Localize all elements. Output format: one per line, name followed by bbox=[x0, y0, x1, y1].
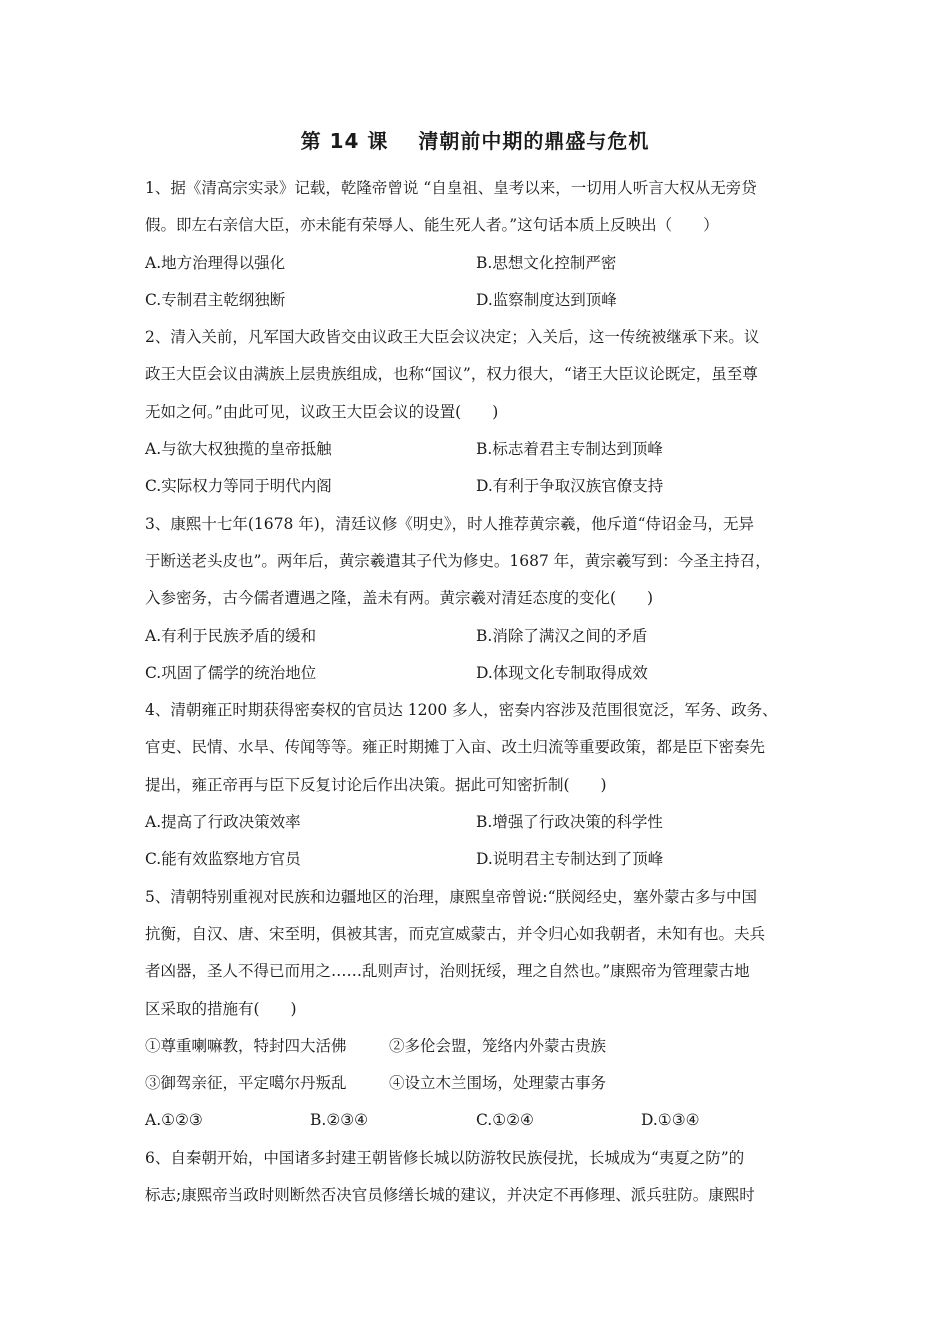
option-b: B.标志着君主专制达到顶峰 bbox=[476, 440, 663, 459]
option-d: D.监察制度达到顶峰 bbox=[476, 290, 617, 309]
option-c: C.专制君主乾纲独断 bbox=[145, 290, 286, 309]
option-a: A.①②③ bbox=[145, 1111, 203, 1130]
option-a: A.与欲大权独揽的皇帝抵触 bbox=[145, 440, 332, 459]
question-text-line: 官吏、民情、水旱、传闻等等。雍正时期摊丁入亩、改土归流等重要政策，都是臣下密奏先 bbox=[145, 738, 766, 757]
option-row bbox=[145, 841, 810, 878]
question-5 bbox=[145, 879, 810, 1140]
question-text-line: 4、清朝雍正时期获得密奏权的官员达 1200 多人，密奏内容涉及范围很宽泛，军务、政务、 bbox=[145, 701, 778, 720]
option-row bbox=[145, 804, 810, 841]
question-text-line: 政王大臣会议由满族上层贵族组成，也称“国议”，权力很大，“诸王大臣议论既定，虽至尊 bbox=[145, 365, 758, 384]
question-text-line: 假。即左右亲信大臣，亦未能有荣辱人、能生死人者。”这句话本质上反映出（ ） bbox=[145, 216, 719, 235]
option-c: C.实际权力等同于明代内阁 bbox=[145, 477, 332, 496]
question-text-line: 入参密务，古今儒者遭遇之隆，盖未有两。黄宗羲对清廷态度的变化( ) bbox=[145, 589, 654, 608]
statement-row bbox=[145, 1028, 810, 1065]
option-d: D.有利于争取汉族官僚支持 bbox=[476, 477, 664, 496]
question-1 bbox=[145, 170, 810, 319]
question-text-line: 2、清入关前，凡军国大政皆交由议政王大臣会议决定；入关后，这一传统被继承下来。议 bbox=[145, 328, 760, 347]
question-text-line: 于断送老头皮也”。两年后，黄宗羲遣其子代为修史。1687 年，黄宗羲写到：今圣主持召， bbox=[145, 551, 771, 570]
option-b: B.思想文化控制严密 bbox=[476, 253, 617, 272]
option-c: C.能有效监察地方官员 bbox=[145, 850, 301, 869]
page-title bbox=[0, 124, 950, 158]
option-d: D.说明君主专制达到了顶峰 bbox=[476, 850, 664, 869]
option-d: D.①③④ bbox=[641, 1111, 700, 1130]
question-text-line: 区采取的措施有( ) bbox=[145, 999, 297, 1018]
lesson-title: 清朝前中期的鼎盛与危机 bbox=[418, 129, 650, 153]
statement-4: ④设立木兰围场，处理蒙古事务 bbox=[389, 1074, 607, 1093]
question-text-line: 3、康熙十七年(1678 年)，清廷议修《明史》，时人推荐黄宗羲，他斥道“侍诏金马，无异 bbox=[145, 514, 755, 533]
option-row bbox=[145, 245, 810, 282]
question-text-line: 6、自秦朝开始，中国诸多封建王朝皆修长城以防游牧民族侵扰，长城成为“夷夏之防”的 bbox=[145, 1148, 745, 1167]
option-d: D.体现文化专制取得成效 bbox=[476, 663, 648, 682]
question-list bbox=[145, 170, 810, 1214]
question-text-line: 抗衡，自汉、唐、宋至明，俱被其害，而克宣威蒙古，并令归心如我朝者，未知有也。夫兵 bbox=[145, 924, 766, 943]
option-b: B.②③④ bbox=[310, 1111, 369, 1130]
question-6 bbox=[145, 1140, 810, 1215]
option-a: A.提高了行政决策效率 bbox=[145, 813, 301, 832]
option-c: C.①②④ bbox=[476, 1111, 534, 1130]
question-2 bbox=[145, 319, 810, 505]
question-text-line: 者凶器，圣人不得已而用之……乱则声讨，治则抚绥，理之自然也。”康熙帝为管理蒙古地 bbox=[145, 962, 750, 981]
lesson-number: 第 14 课 bbox=[300, 129, 389, 153]
option-a: A.地方治理得以强化 bbox=[145, 253, 286, 272]
question-4 bbox=[145, 692, 810, 878]
statement-row bbox=[145, 1065, 810, 1102]
question-text-line: 标志;康熙帝当政时则断然否决官员修缮长城的建议，并决定不再修理、派兵驻防。康熙时 bbox=[145, 1186, 755, 1205]
option-row bbox=[145, 618, 810, 655]
question-3 bbox=[145, 506, 810, 692]
question-text-line: 5、清朝特别重视对民族和边疆地区的治理，康熙皇帝曾说:“朕阅经史，塞外蒙古多与中国 bbox=[145, 887, 758, 906]
option-row bbox=[145, 468, 810, 505]
option-row bbox=[145, 431, 810, 468]
statement-3: ③御驾亲征，平定噶尔丹叛乱 bbox=[145, 1074, 347, 1093]
question-text-line: 无如之何。”由此可见，议政王大臣会议的设置( ) bbox=[145, 402, 499, 421]
option-c: C.巩固了儒学的统治地位 bbox=[145, 663, 317, 682]
option-b: B.增强了行政决策的科学性 bbox=[476, 813, 663, 832]
statement-1: ①尊重喇嘛教，特封四大活佛 bbox=[145, 1036, 347, 1055]
option-a: A.有利于民族矛盾的缓和 bbox=[145, 626, 317, 645]
option-row bbox=[145, 282, 810, 319]
question-text-line: 提出，雍正帝再与臣下反复讨论后作出决策。据此可知密折制( ) bbox=[145, 775, 607, 794]
question-text-line: 1、据《清高宗实录》记载，乾隆帝曾说 “自皇祖、皇考以来，一切用人听言大权从无旁贷 bbox=[145, 179, 757, 197]
option-row bbox=[145, 1102, 810, 1139]
option-b: B.消除了满汉之间的矛盾 bbox=[476, 626, 648, 645]
statement-2: ②多伦会盟，笼络内外蒙古贵族 bbox=[389, 1036, 607, 1055]
option-row bbox=[145, 655, 810, 692]
